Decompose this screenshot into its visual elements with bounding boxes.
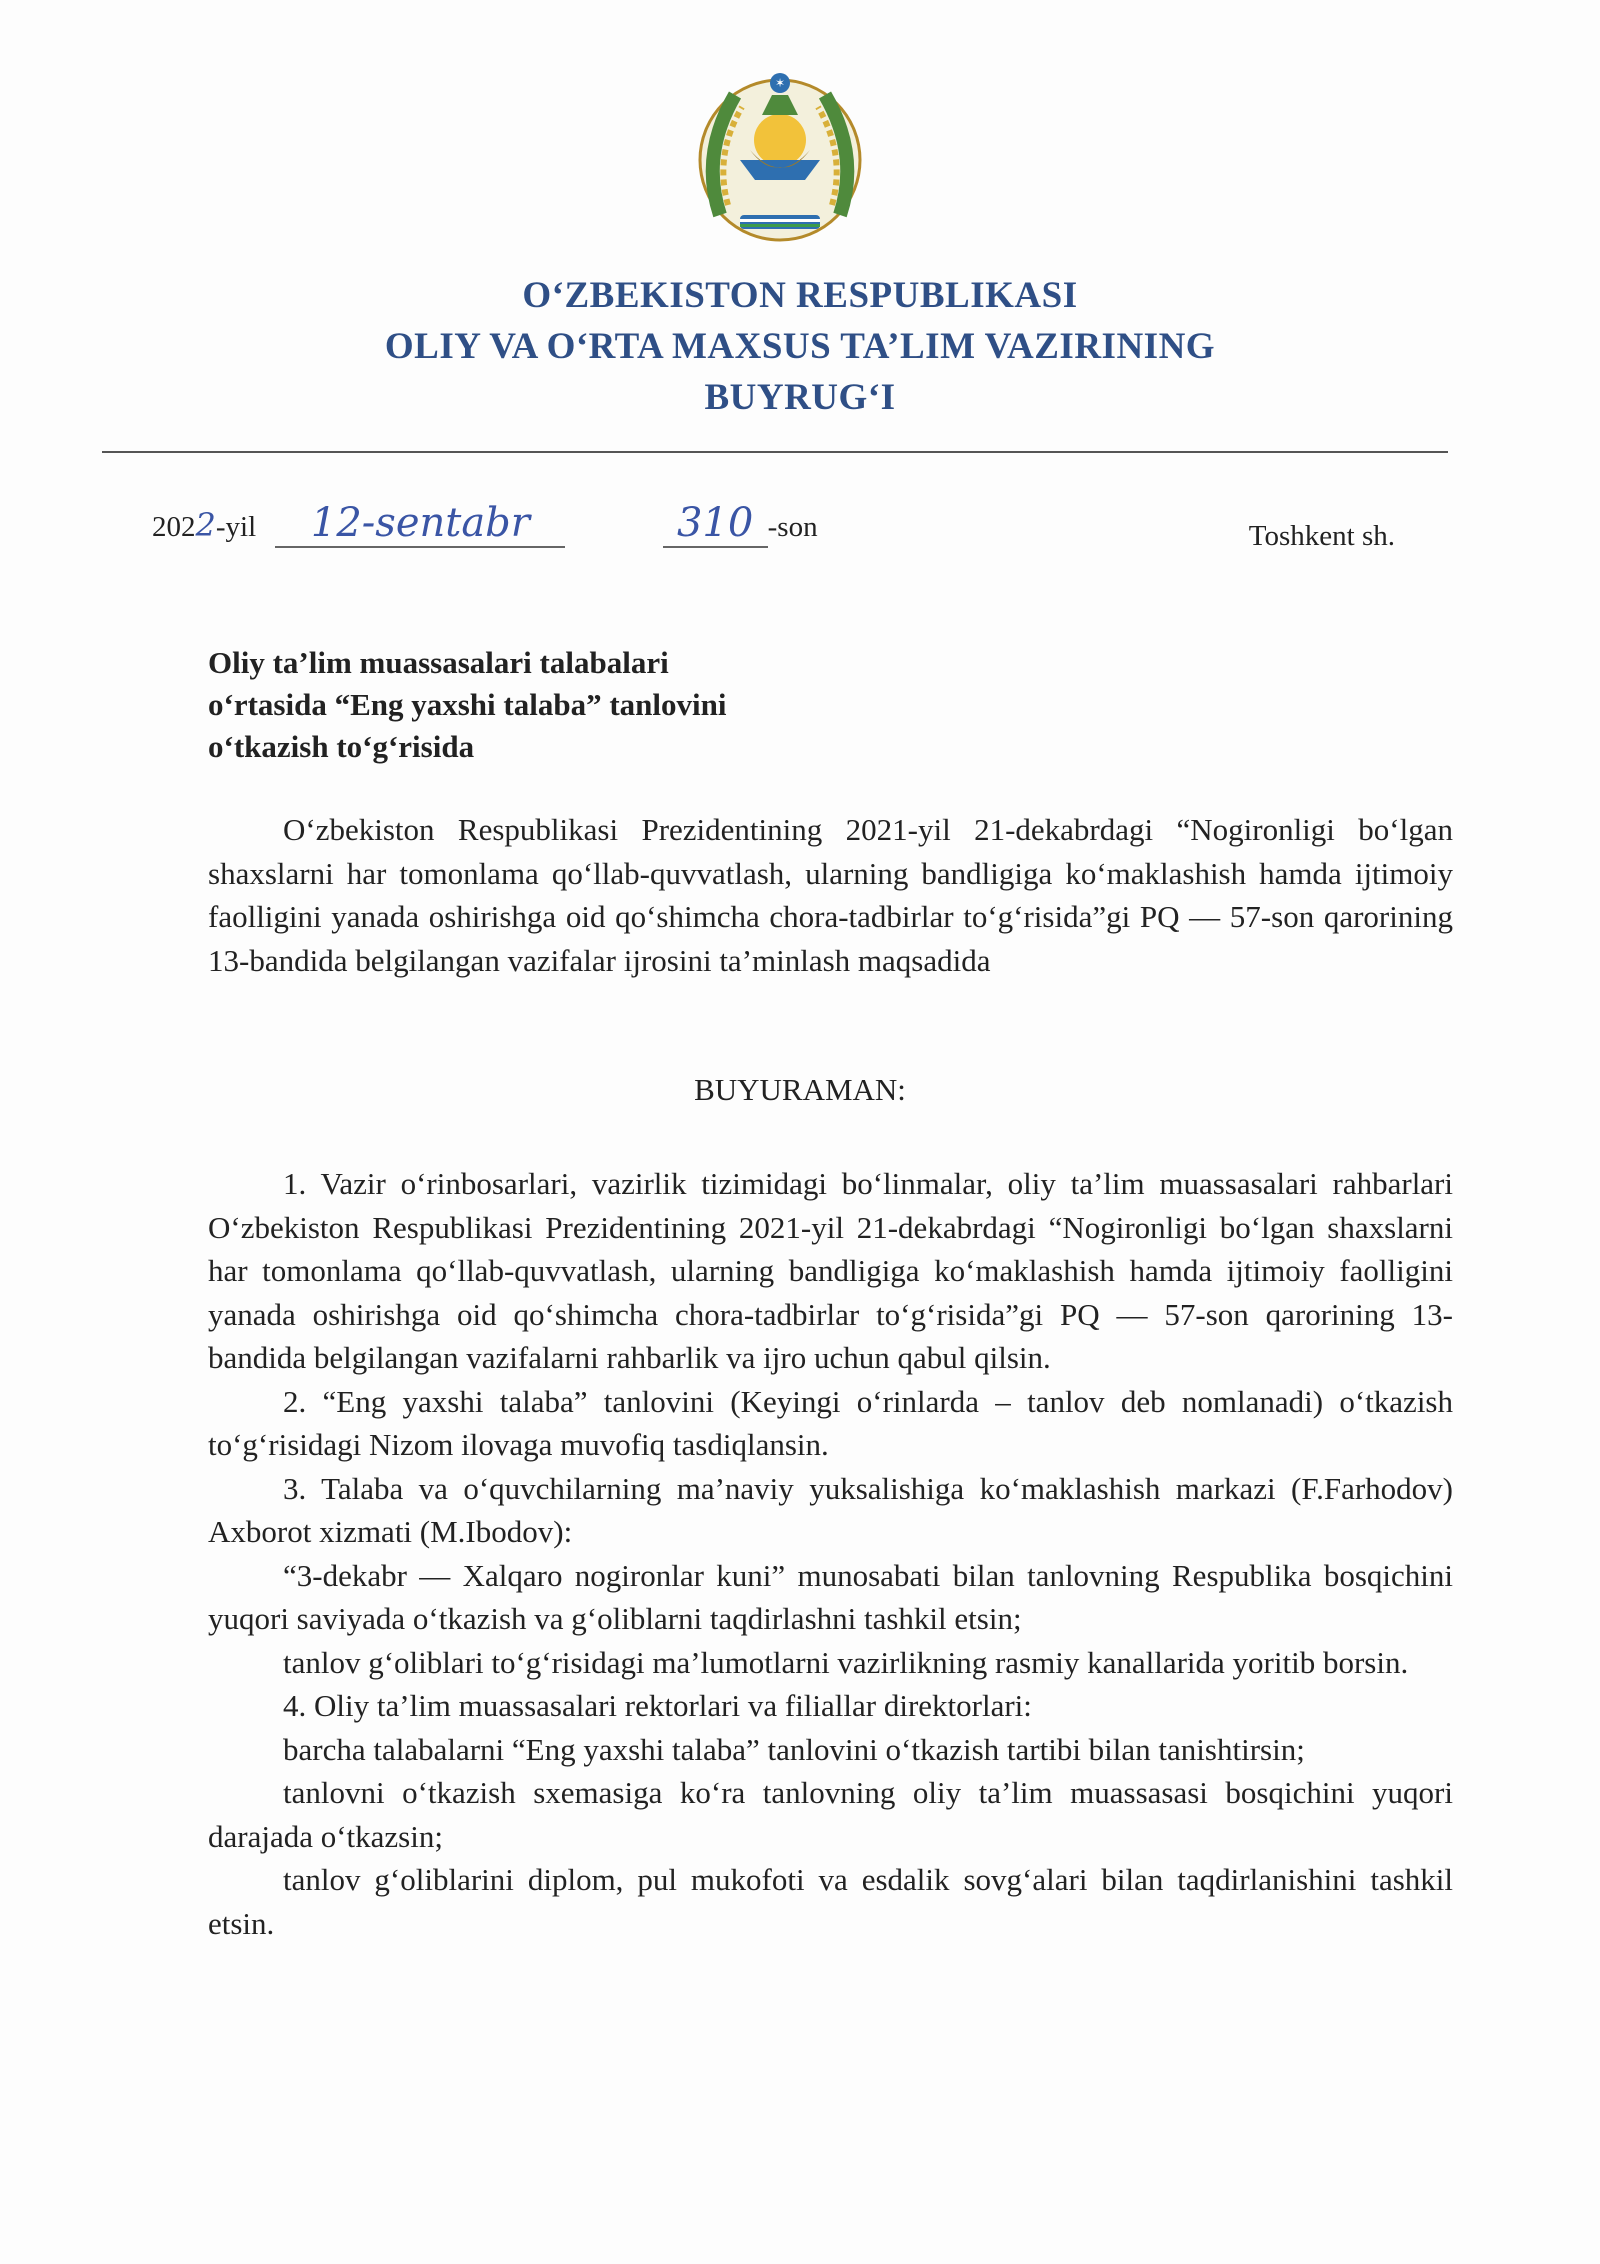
order-title — [208, 642, 908, 768]
item-4: 4. Oliy ta’lim muassasalari rektorlari va filiallar direktorlari: — [283, 1688, 1032, 1723]
title-line-3: o‘tkazish to‘g‘risida — [208, 729, 475, 764]
year-prefix: 202 — [152, 511, 196, 543]
header-divider — [102, 451, 1448, 453]
title-line-2: o‘rtasida “Eng yaxshi talaba” tanlovini — [208, 687, 727, 722]
title-line-1: Oliy ta’lim muassasalari talabalari — [208, 645, 669, 680]
header-line-2: OLIY VA O‘RTA MAXSUS TA’LIM VAZIRINING — [384, 326, 1216, 367]
item-1: 1. Vazir o‘rinbosarlari, vazirlik tizimidagi bo‘linmalar, oliy ta’lim muassasalari rahbarlari O‘zbekiston Respublikasi Prezidentining 2021-yil 21-dekabrdagi “Nogironligi bo‘lgan shaxslarni har tomonlama qo‘llab-quvvatlash, ularning bandligiga ko‘maklashish hamda ijtimoiy faolligini yanada oshirishga oid qo‘shimcha chora-tadbirlar to‘g‘risida”gi PQ — 57-son qarorining 13-bandida belgilangan vazifalarni rahbarlik va ijro uchun qabul qilsin. — [208, 1166, 1453, 1375]
order-items — [208, 1162, 1453, 1945]
item-3: 3. Talaba va o‘quvchilarning ma’naviy yuksalishiga ko‘maklashish markazi (F.Farhodov) Axborot xizmati (M.Ibodov): — [208, 1470, 1453, 1549]
preamble-paragraph: O‘zbekiston Respublikasi Prezidentining 2021-yil 21-dekabrdagi “Nogironligi bo‘lgan shaxslarni har tomonlama qo‘llab-quvvatlash, ularning bandligiga ko‘maklashish hamda ijtimoiy faolligini yanada oshirishga oid qo‘shimcha chora-tadbirlar to‘g‘risida”gi PQ — 57-son qarorining 13-bandida belgilangan vazifalar ijrosini ta’minlash maqsadida — [208, 812, 1453, 978]
city: Toshkent sh. — [1248, 520, 1395, 552]
item-3-sub-2: tanlov g‘oliblari to‘g‘risidagi ma’lumotlarni vazirlikning rasmiy kanallarida yoritib borsin. — [283, 1644, 1409, 1680]
item-4-sub-3: tanlov g‘oliblarini diplom, pul mukofoti va esdalik sovg‘alari bilan taqdirlanishini tashkil etsin. — [208, 1862, 1453, 1941]
state-emblem-icon — [680, 55, 880, 255]
document-header — [0, 270, 1600, 423]
year-handwritten: 2 — [195, 506, 216, 544]
order-word: BUYURAMAN: — [694, 1072, 906, 1107]
header-line-1: O‘ZBEKISTON RESPUBLIKASI — [522, 275, 1078, 316]
number-handwritten: 310 — [676, 500, 754, 546]
item-3-sub-1: “3-dekabr — Xalqaro nogironlar kuni” munosabati bilan tanlovning Respublika bosqichini yuqori saviyada o‘tkazish va g‘oliblarni taqdirlashni tashkil etsin; — [208, 1557, 1453, 1636]
preamble-block — [208, 808, 1453, 982]
item-2: 2. “Eng yaxshi talaba” tanlovini (Keyingi o‘rinlarda – tanlov deb nomlanadi) o‘tkazish to‘g‘risidagi Nizom ilovaga muvofiq tasdiqlansin. — [208, 1383, 1453, 1462]
svg-text:✶: ✶ — [774, 76, 786, 90]
year-suffix: -yil — [215, 511, 257, 543]
number-field — [663, 500, 768, 548]
number-suffix: -son — [767, 511, 818, 543]
item-4-sub-2: tanlovni o‘tkazish sxemasiga ko‘ra tanlovning oliy ta’lim muassasasi bosqichini yuqori darajada o‘tkazsin; — [208, 1775, 1453, 1854]
date-handwritten: 12-sentabr — [310, 500, 530, 546]
item-4-sub-1: barcha talabalarni “Eng yaxshi talaba” tanlovini o‘tkazish tartibi bilan tanishtirsin; — [283, 1731, 1305, 1767]
date-field — [275, 500, 565, 548]
header-line-3: BUYRUG‘I — [704, 377, 896, 418]
date-number-line — [152, 500, 818, 560]
